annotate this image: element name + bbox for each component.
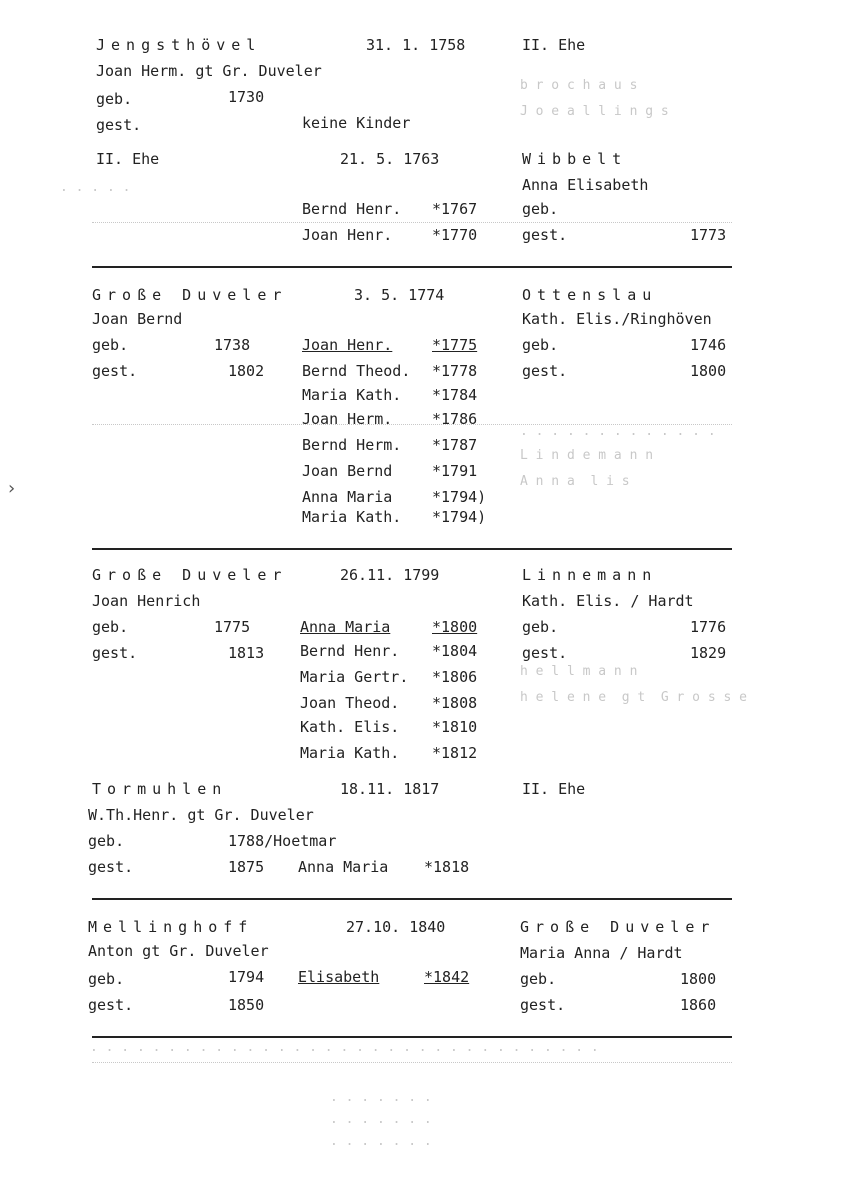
born-label: geb.: [96, 90, 133, 108]
bleed-through-text: L i n d e m a n n: [520, 448, 654, 463]
section-divider: [92, 266, 732, 268]
born-label: geb.: [92, 618, 129, 636]
child-year: *1810: [432, 718, 478, 736]
died-label: gest.: [522, 226, 568, 244]
child-year: *1775: [432, 336, 478, 354]
child-name: Bernd Herm.: [302, 436, 402, 454]
child-year: *1800: [432, 618, 478, 636]
child-name: Elisabeth: [298, 968, 380, 986]
husband-died: 1802: [228, 362, 265, 380]
margin-mark: ›: [8, 478, 16, 499]
husband-surname: Tormuhlen: [92, 780, 228, 798]
husband-born: 1788/Hoetmar: [228, 832, 337, 850]
child-name: Kath. Elis.: [300, 718, 400, 736]
bleed-through-text: h e l e n e g t G r o s s e: [520, 690, 747, 705]
second-wife-name: Anna Elisabeth: [522, 176, 649, 194]
wife-surname: Ottenslau: [522, 286, 658, 304]
bleed-through-text: . . . . .: [60, 180, 131, 195]
husband-died: 1875: [228, 858, 265, 876]
child-name: Anna Maria: [300, 618, 391, 636]
bleed-through-line: [92, 1062, 732, 1063]
born-label: geb.: [522, 336, 559, 354]
wife-died: 1800: [690, 362, 727, 380]
bleed-through-text: . . . . . . . . . . . . .: [520, 424, 716, 439]
wife-born: 1776: [690, 618, 727, 636]
wife-name: Kath. Elis. / Hardt: [522, 592, 694, 610]
born-label: geb.: [522, 200, 559, 218]
child-name: Maria Gertr.: [300, 668, 409, 686]
child-name: Joan Herm.: [302, 410, 393, 428]
bleed-through-text: . . . . . . .: [330, 1134, 432, 1149]
died-label: gest.: [522, 644, 568, 662]
child-name: Maria Kath.: [302, 386, 402, 404]
wife-died: 1829: [690, 644, 727, 662]
born-label: geb.: [88, 832, 125, 850]
born-label: geb.: [522, 618, 559, 636]
bleed-through-line: [92, 424, 732, 425]
child-name: Bernd Henr.: [302, 200, 402, 218]
husband-surname: Große Duveler: [92, 286, 288, 304]
child-year: *1804: [432, 642, 478, 660]
child-year: *1784: [432, 386, 478, 404]
bleed-through-line: [92, 222, 732, 223]
husband-born: 1775: [214, 618, 251, 636]
wife-header: II. Ehe: [522, 36, 586, 54]
born-label: geb.: [92, 336, 129, 354]
section-divider: [92, 1036, 732, 1038]
marriage-date: 27.10. 1840: [346, 918, 446, 936]
note: keine Kinder: [302, 114, 411, 132]
died-label: gest.: [522, 362, 568, 380]
died-label: gest.: [96, 116, 142, 134]
section-divider: [92, 898, 732, 900]
child-year: *1818: [424, 858, 470, 876]
husband-born: 1794: [228, 968, 265, 986]
child-year: *1808: [432, 694, 478, 712]
second-wife-surname: Wibbelt: [522, 150, 628, 168]
child-year: *1791: [432, 462, 478, 480]
husband-surname: Mellinghoff: [88, 918, 254, 936]
died-label: gest.: [92, 362, 138, 380]
husband-born: 1730: [228, 88, 265, 106]
marriage-date: 26.11. 1799: [340, 566, 440, 584]
child-name: Anna Maria: [302, 488, 393, 506]
died-label: gest.: [88, 858, 134, 876]
husband-name: W.Th.Henr. gt Gr. Duveler: [88, 806, 314, 824]
child-name: Joan Theod.: [300, 694, 400, 712]
husband-name: Joan Henrich: [92, 592, 201, 610]
child-year: *1806: [432, 668, 478, 686]
child-year: *1778: [432, 362, 478, 380]
child-year: *1794): [432, 508, 487, 526]
husband-died: 1813: [228, 644, 265, 662]
bleed-through-text: J o e a l l i n g s: [520, 104, 669, 119]
wife-surname: Große Duveler: [520, 918, 716, 936]
died-label: gest.: [520, 996, 566, 1014]
died-label: gest.: [92, 644, 138, 662]
child-year: *1770: [432, 226, 478, 244]
wife-died: 1860: [680, 996, 717, 1014]
husband-name: Joan Herm. gt Gr. Duveler: [96, 62, 322, 80]
child-name: Bernd Theod.: [302, 362, 411, 380]
husband-name: Anton gt Gr. Duveler: [88, 942, 269, 960]
bleed-through-text: . . . . . . . . . . . . . . . . . . . . . . . . . . . . . . . . .: [90, 1040, 599, 1055]
wife-header: II. Ehe: [522, 780, 586, 798]
wife-born: 1746: [690, 336, 727, 354]
wife-name: Kath. Elis./Ringhöven: [522, 310, 712, 328]
bleed-through-text: b r o c h a u s: [520, 78, 638, 93]
husband-born: 1738: [214, 336, 251, 354]
child-name: Anna Maria: [298, 858, 389, 876]
bleed-through-text: . . . . . . .: [330, 1112, 432, 1127]
section-divider: [92, 548, 732, 550]
husband-name: Joan Bernd: [92, 310, 183, 328]
child-year: *1787: [432, 436, 478, 454]
bleed-through-text: . . . . . . .: [330, 1090, 432, 1105]
wife-born: 1800: [680, 970, 717, 988]
born-label: geb.: [520, 970, 557, 988]
died-label: gest.: [88, 996, 134, 1014]
child-year: *1812: [432, 744, 478, 762]
child-name: Joan Henr.: [302, 226, 393, 244]
child-year: *1842: [424, 968, 470, 986]
husband-surname: Jengsthövel: [96, 36, 262, 54]
child-name: Joan Bernd: [302, 462, 393, 480]
second-marriage-date: 21. 5. 1763: [340, 150, 440, 168]
child-year: *1767: [432, 200, 478, 218]
child-name: Bernd Henr.: [300, 642, 400, 660]
marriage-date: 31. 1. 1758: [366, 36, 466, 54]
child-year: *1786: [432, 410, 478, 428]
bleed-through-text: A n n a l i s: [520, 474, 630, 489]
child-name: Maria Kath.: [302, 508, 402, 526]
wife-name: Maria Anna / Hardt: [520, 944, 683, 962]
marriage-date: 3. 5. 1774: [354, 286, 445, 304]
born-label: geb.: [88, 970, 125, 988]
wife-died: 1773: [690, 226, 727, 244]
child-name: Joan Henr.: [302, 336, 393, 354]
wife-surname: Linnemann: [522, 566, 658, 584]
child-year: *1794): [432, 488, 487, 506]
marriage-date: 18.11. 1817: [340, 780, 440, 798]
bleed-through-text: h e l l m a n n: [520, 664, 638, 679]
husband-died: 1850: [228, 996, 265, 1014]
husband-surname: Große Duveler: [92, 566, 288, 584]
second-marriage-label: II. Ehe: [96, 150, 160, 168]
child-name: Maria Kath.: [300, 744, 400, 762]
